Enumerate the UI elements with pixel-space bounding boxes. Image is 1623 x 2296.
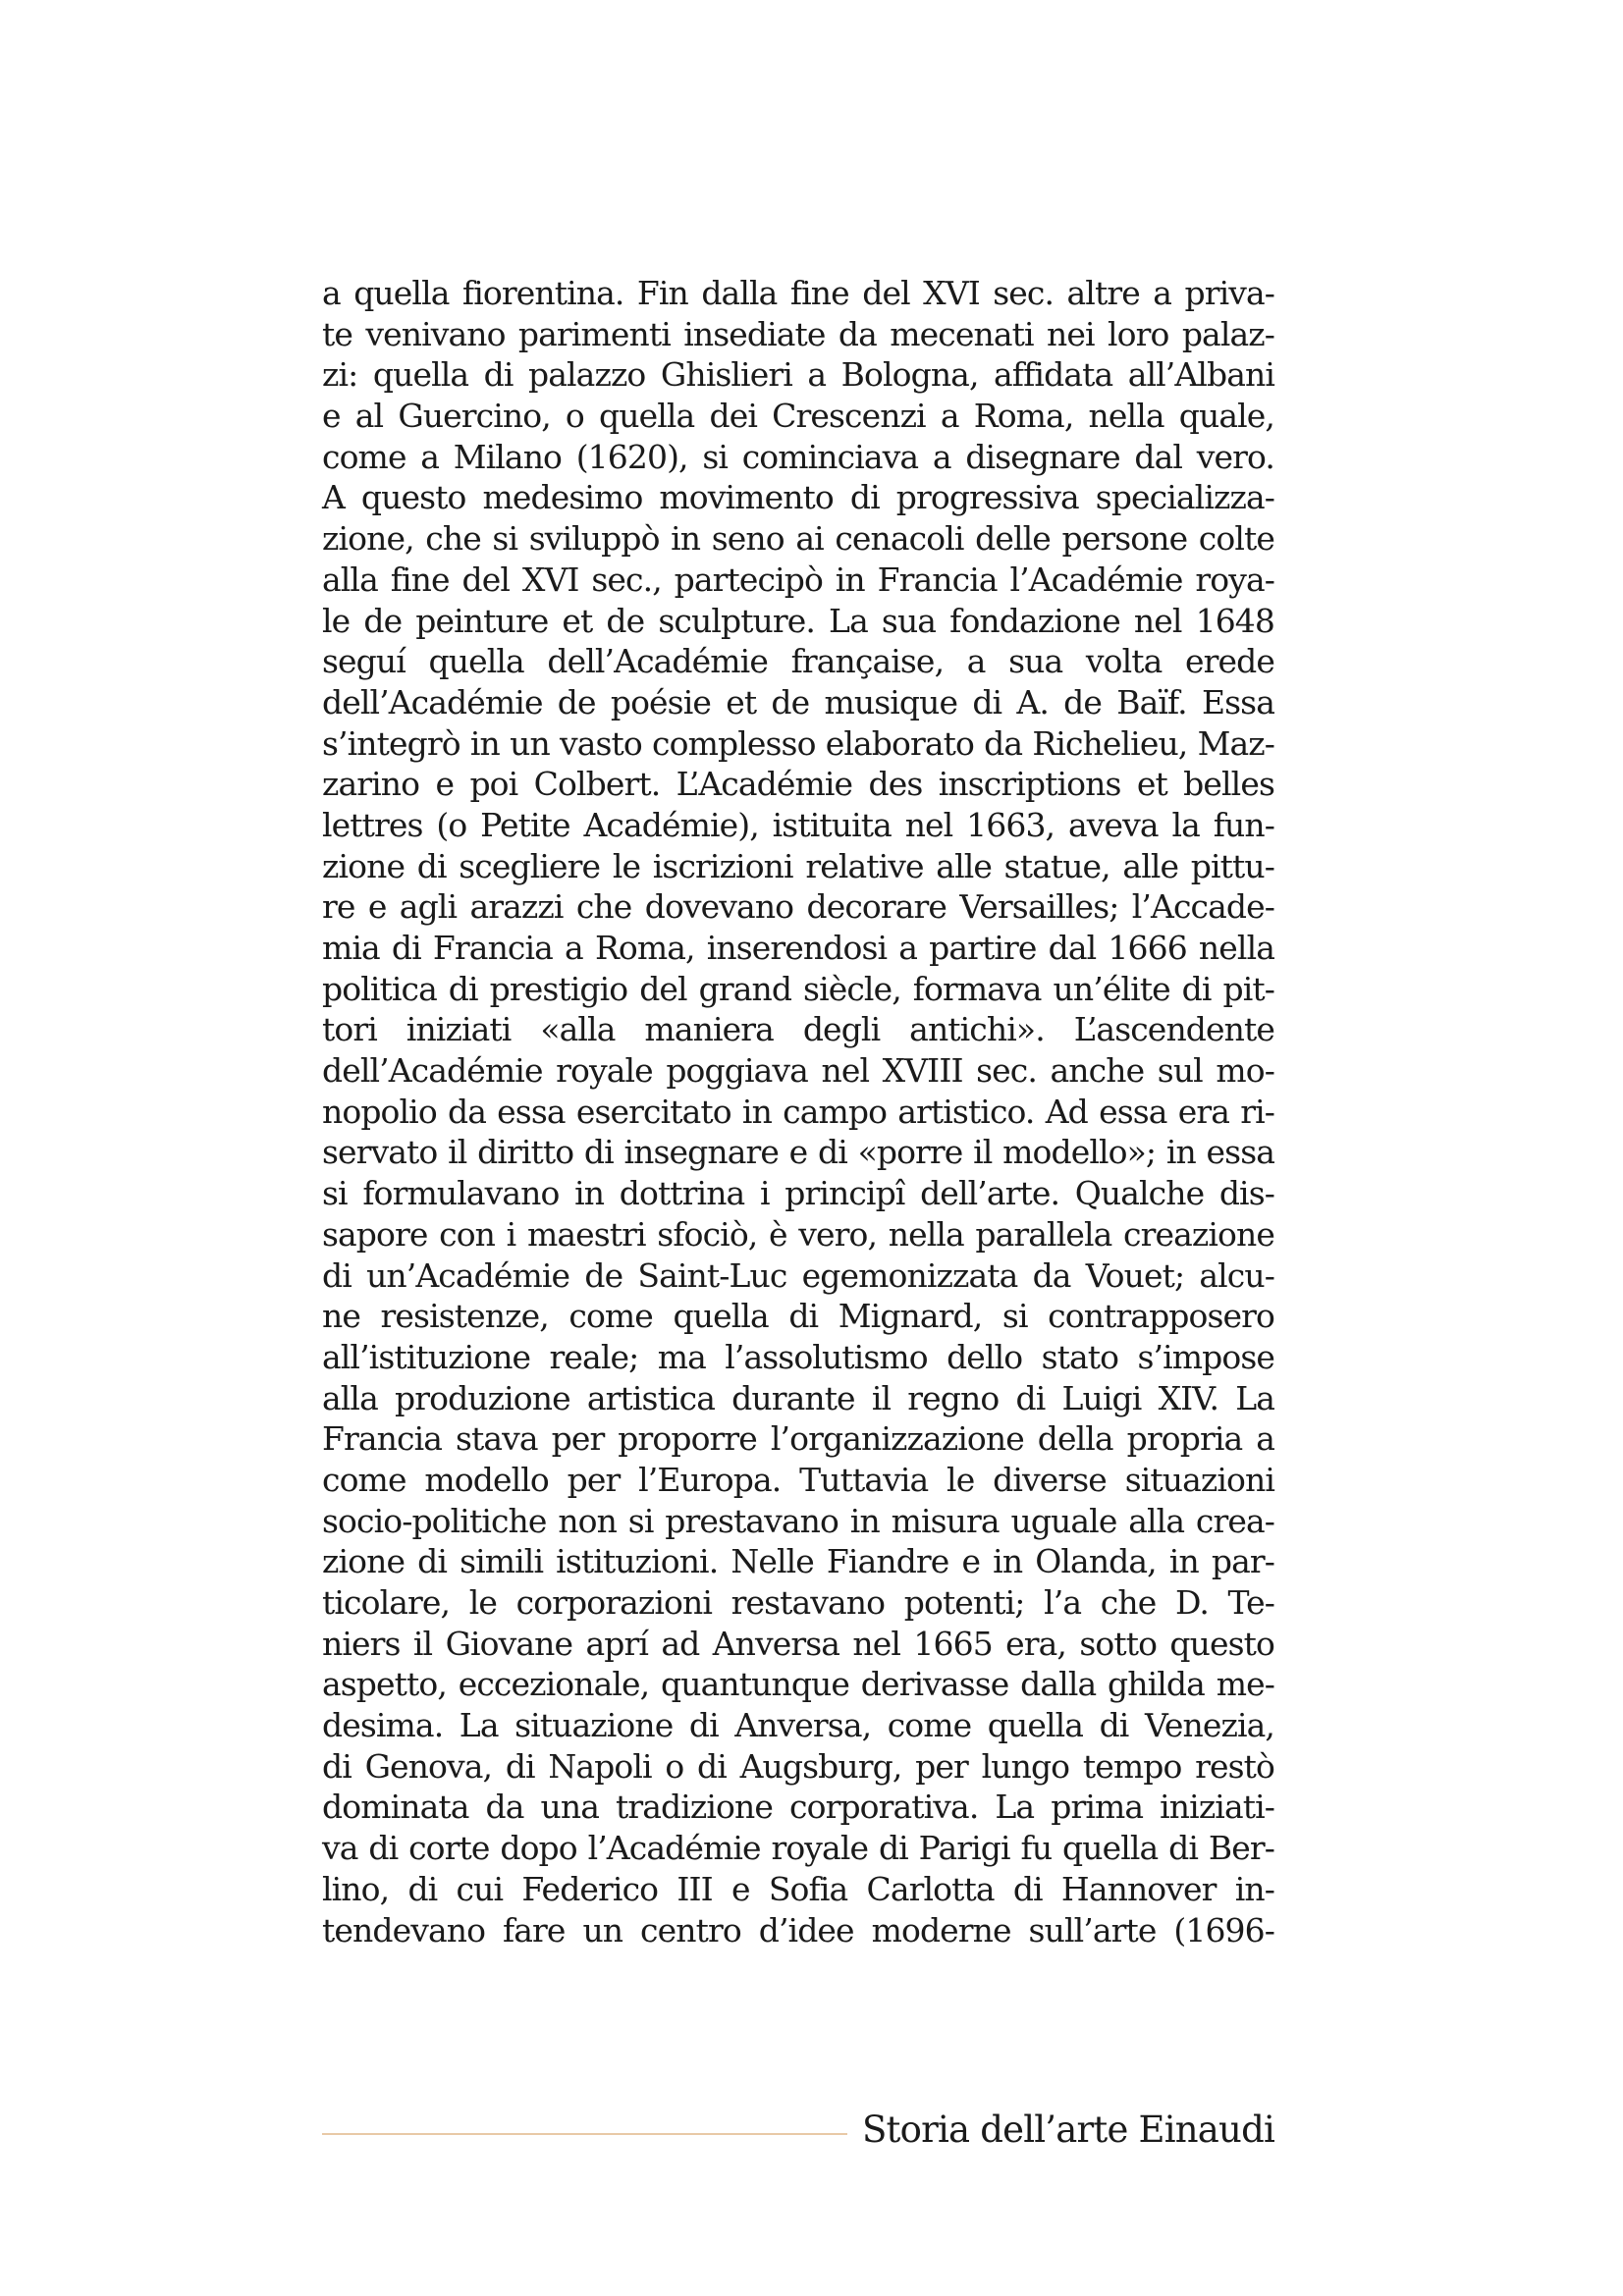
text-line: dell’Académie royale poggiava nel XVIII sec. anche sul mo- xyxy=(322,1051,1274,1091)
text-line: s’integrò in un vasto complesso elaborato da Richelieu, Maz- xyxy=(322,723,1274,763)
text-line: niers il Giovane aprí ad Anversa nel 1665 era, sotto questo xyxy=(322,1624,1274,1663)
text-line: sapore con i maestri sfociò, è vero, nella parallela creazione xyxy=(322,1214,1274,1254)
footer-title: Storia dell’arte Einaudi xyxy=(862,2109,1274,2151)
text-line: ne resistenze, come quella di Mignard, si contrapposero xyxy=(322,1297,1274,1336)
text-line: seguí quella dell’Académie française, a sua volta erede xyxy=(322,642,1274,681)
text-line: di un’Académie de Saint-Luc egemonizzata da Vouet; alcu- xyxy=(322,1255,1274,1295)
text-line: ticolare, le corporazioni restavano potenti; l’a che D. Te- xyxy=(322,1583,1274,1622)
text-line: desima. La situazione di Anversa, come quella di Venezia, xyxy=(322,1706,1274,1745)
text-line: a quella fiorentina. Fin dalla fine del XVI sec. altre a priva- xyxy=(322,274,1274,312)
text-line: si formulavano in dottrina i principî dell’arte. Qualche dis- xyxy=(322,1174,1274,1213)
text-line: come a Milano (1620), si cominciava a disegnare dal vero. xyxy=(322,437,1274,476)
text-line: tendevano fare un centro d’idee moderne sull’arte (1696- xyxy=(322,1910,1274,1949)
text-line: Francia stava per proporre l’organizzazione della propria a xyxy=(322,1419,1274,1459)
text-line: tori iniziati «alla maniera degli antichi». L’ascendente xyxy=(322,1010,1274,1049)
text-line: va di corte dopo l’Académie royale di Parigi fu quella di Ber- xyxy=(322,1829,1274,1868)
text-line: zione di simili istituzioni. Nelle Fiandre e in Olanda, in par- xyxy=(322,1542,1274,1581)
text-line: zi: quella di palazzo Ghislieri a Bologna, affidata all’Albani xyxy=(322,355,1274,395)
text-line: zarino e poi Colbert. L’Académie des inscriptions et belles xyxy=(322,765,1274,804)
text-line: mia di Francia a Roma, inserendosi a partire dal 1666 nella xyxy=(322,929,1274,967)
text-line: lettres (o Petite Académie), istituita nel 1663, aveva la fun- xyxy=(322,805,1274,844)
text-line: A questo medesimo movimento di progressiva specializza- xyxy=(322,478,1274,517)
text-line: lino, di cui Federico III e Sofia Carlotta di Hannover in- xyxy=(322,1869,1274,1908)
text-line: alla produzione artistica durante il regno di Luigi XIV. La xyxy=(322,1378,1274,1417)
text-line: dominata da una tradizione corporativa. La prima iniziati- xyxy=(322,1788,1274,1827)
text-line: zione, che si sviluppò in seno ai cenacoli delle persone colte xyxy=(322,519,1274,559)
body-text xyxy=(322,273,1274,1950)
text-line: dell’Académie de poésie et de musique di A. de Baïf. Essa xyxy=(322,682,1274,721)
page-footer xyxy=(322,2106,1274,2155)
text-line: le de peinture et de sculpture. La sua fondazione nel 1648 xyxy=(322,601,1274,640)
text-line: all’istituzione reale; ma l’assolutismo dello stato s’impose xyxy=(322,1337,1274,1376)
text-line: aspetto, eccezionale, quantunque derivasse dalla ghilda me- xyxy=(322,1665,1274,1704)
text-line: servato il diritto di insegnare e di «porre il modello»; in essa xyxy=(322,1133,1274,1172)
text-line: e al Guercino, o quella dei Crescenzi a Roma, nella quale, xyxy=(322,397,1274,436)
text-line: zione di scegliere le iscrizioni relative alle statue, alle pittu- xyxy=(322,846,1274,885)
text-line: alla fine del XVI sec., partecipò in Francia l’Académie roya- xyxy=(322,560,1274,599)
text-line: nopolio da essa esercitato in campo artistico. Ad essa era ri- xyxy=(322,1092,1274,1131)
text-line: politica di prestigio del grand siècle, formava un’élite di pit- xyxy=(322,969,1274,1008)
text-line: socio-politiche non si prestavano in misura uguale alla crea- xyxy=(322,1501,1274,1540)
text-line: come modello per l’Europa. Tuttavia le diverse situazioni xyxy=(322,1460,1274,1499)
text-line: re e agli arazzi che dovevano decorare Versailles; l’Accade- xyxy=(322,887,1274,927)
text-line: di Genova, di Napoli o di Augsburg, per lungo tempo restò xyxy=(322,1746,1274,1786)
footer-rule xyxy=(322,2133,847,2135)
text-line: te venivano parimenti insediate da mecenati nei loro palaz- xyxy=(322,314,1274,353)
